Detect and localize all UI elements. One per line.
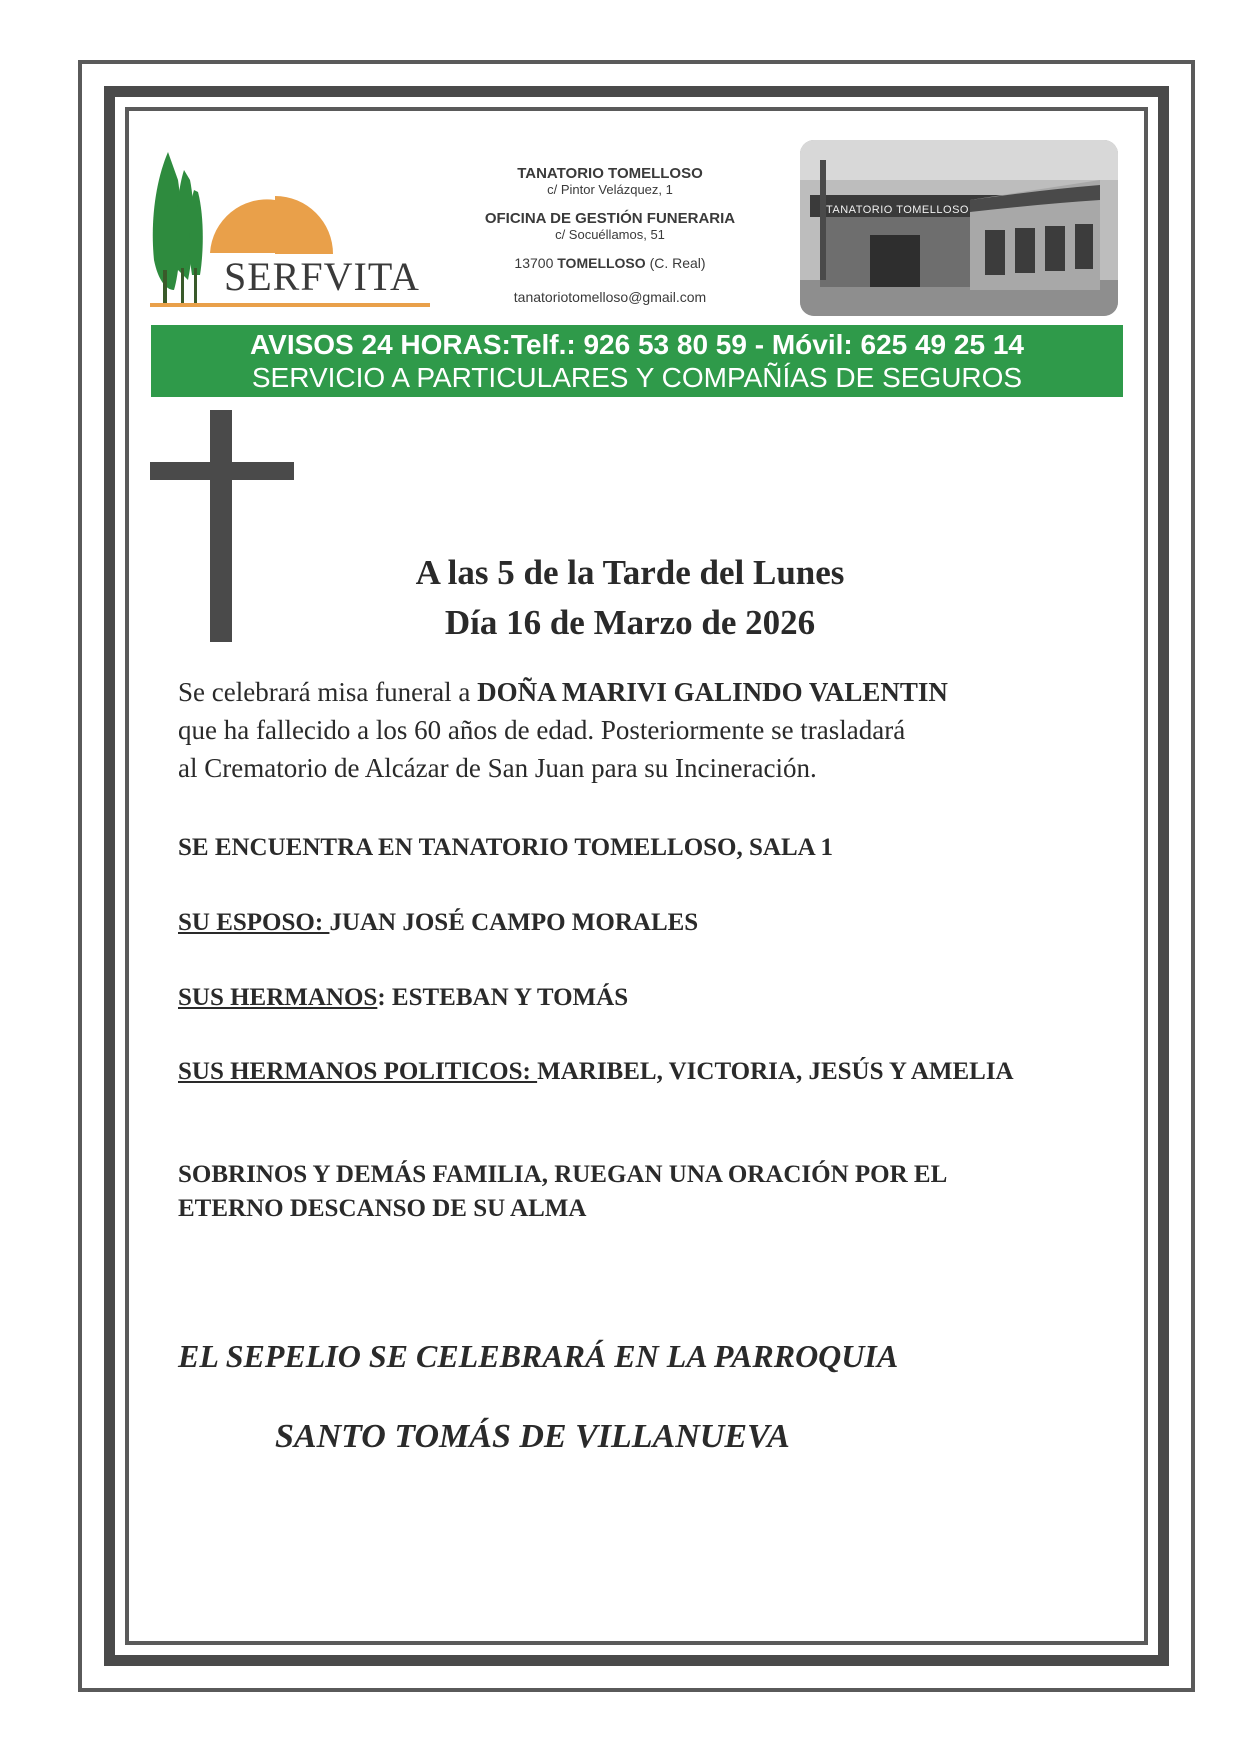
city-line bbox=[455, 255, 765, 271]
building-image bbox=[800, 140, 1118, 316]
parish-name: SANTO TOMÁS DE VILLANUEVA bbox=[275, 1418, 790, 1455]
banner-phones: AVISOS 24 HORAS:Telf.: 926 53 80 59 - Móvil: 625 49 25 14 bbox=[250, 329, 1024, 360]
postal-code: 13700 bbox=[514, 255, 554, 271]
family-paragraph bbox=[178, 1158, 1078, 1226]
inlaws-line bbox=[178, 1055, 1068, 1089]
inlaws-label: SUS HERMANOS POLITICOS: bbox=[178, 1058, 538, 1085]
contact-block bbox=[455, 165, 765, 305]
siblings-label: SUS HERMANOS bbox=[178, 984, 378, 1011]
spouse-line bbox=[178, 906, 1078, 940]
intro-paragraph bbox=[178, 673, 1078, 787]
intro-line-1 bbox=[178, 673, 1078, 711]
email: tanatoriotomelloso@gmail.com bbox=[513, 289, 707, 305]
notice-title bbox=[300, 548, 960, 648]
siblings-line bbox=[178, 981, 1078, 1015]
burial-line: EL SEPELIO SE CELEBRARÁ EN LA PARROQUIA bbox=[178, 1338, 899, 1374]
logo-text: SERFVITA bbox=[224, 254, 420, 299]
tanatorio-name: TANATORIO TOMELLOSO bbox=[517, 165, 703, 182]
deceased-name: DOÑA MARIVI GALINDO VALENTIN bbox=[477, 677, 948, 707]
family-line-2: ETERNO DESCANSO DE SU ALMA bbox=[178, 1195, 587, 1222]
intro-line-3: al Crematorio de Alcázar de San Juan para su Incineración. bbox=[178, 753, 817, 783]
intro-line-2: que ha fallecido a los 60 años de edad. Posteriormente se trasladará bbox=[178, 715, 906, 745]
photo-sign: TANATORIO TOMELLOSO bbox=[826, 204, 969, 216]
spouse-name: JUAN JOSÉ CAMPO MORALES bbox=[329, 909, 699, 936]
title-line-2: Día 16 de Marzo de 2026 bbox=[444, 603, 816, 642]
intro-pre: Se celebrará misa funeral a bbox=[178, 677, 471, 707]
location-line: SE ENCUENTRA EN TANATORIO TOMELLOSO, SALA 1 bbox=[178, 834, 834, 861]
cross-icon bbox=[210, 410, 232, 642]
tanatorio-address: c/ Pintor Velázquez, 1 bbox=[547, 182, 673, 197]
cross-arm bbox=[150, 462, 294, 480]
serfvita-logo bbox=[150, 150, 440, 315]
siblings-names: : ESTEBAN Y TOMÁS bbox=[377, 984, 629, 1011]
office-name: OFICINA DE GESTIÓN FUNERARIA bbox=[484, 210, 736, 227]
banner-service: SERVICIO A PARTICULARES Y COMPAÑÍAS DE SEGUROS bbox=[251, 362, 1023, 393]
contact-banner bbox=[151, 325, 1123, 397]
spouse-label: SU ESPOSO: bbox=[178, 909, 330, 936]
building-photo bbox=[800, 140, 1118, 316]
logo-underline bbox=[150, 303, 430, 307]
region: (C. Real) bbox=[649, 255, 706, 271]
city-name: TOMELLOSO bbox=[557, 255, 646, 271]
title-line-1: A las 5 de la Tarde del Lunes bbox=[415, 553, 845, 592]
inlaws-names: MARIBEL, VICTORIA, JESÚS Y AMELIA bbox=[537, 1058, 1014, 1085]
family-line-1: SOBRINOS Y DEMÁS FAMILIA, RUEGAN UNA ORACIÓN POR EL bbox=[178, 1161, 948, 1188]
office-address: c/ Socuéllamos, 51 bbox=[555, 227, 665, 242]
